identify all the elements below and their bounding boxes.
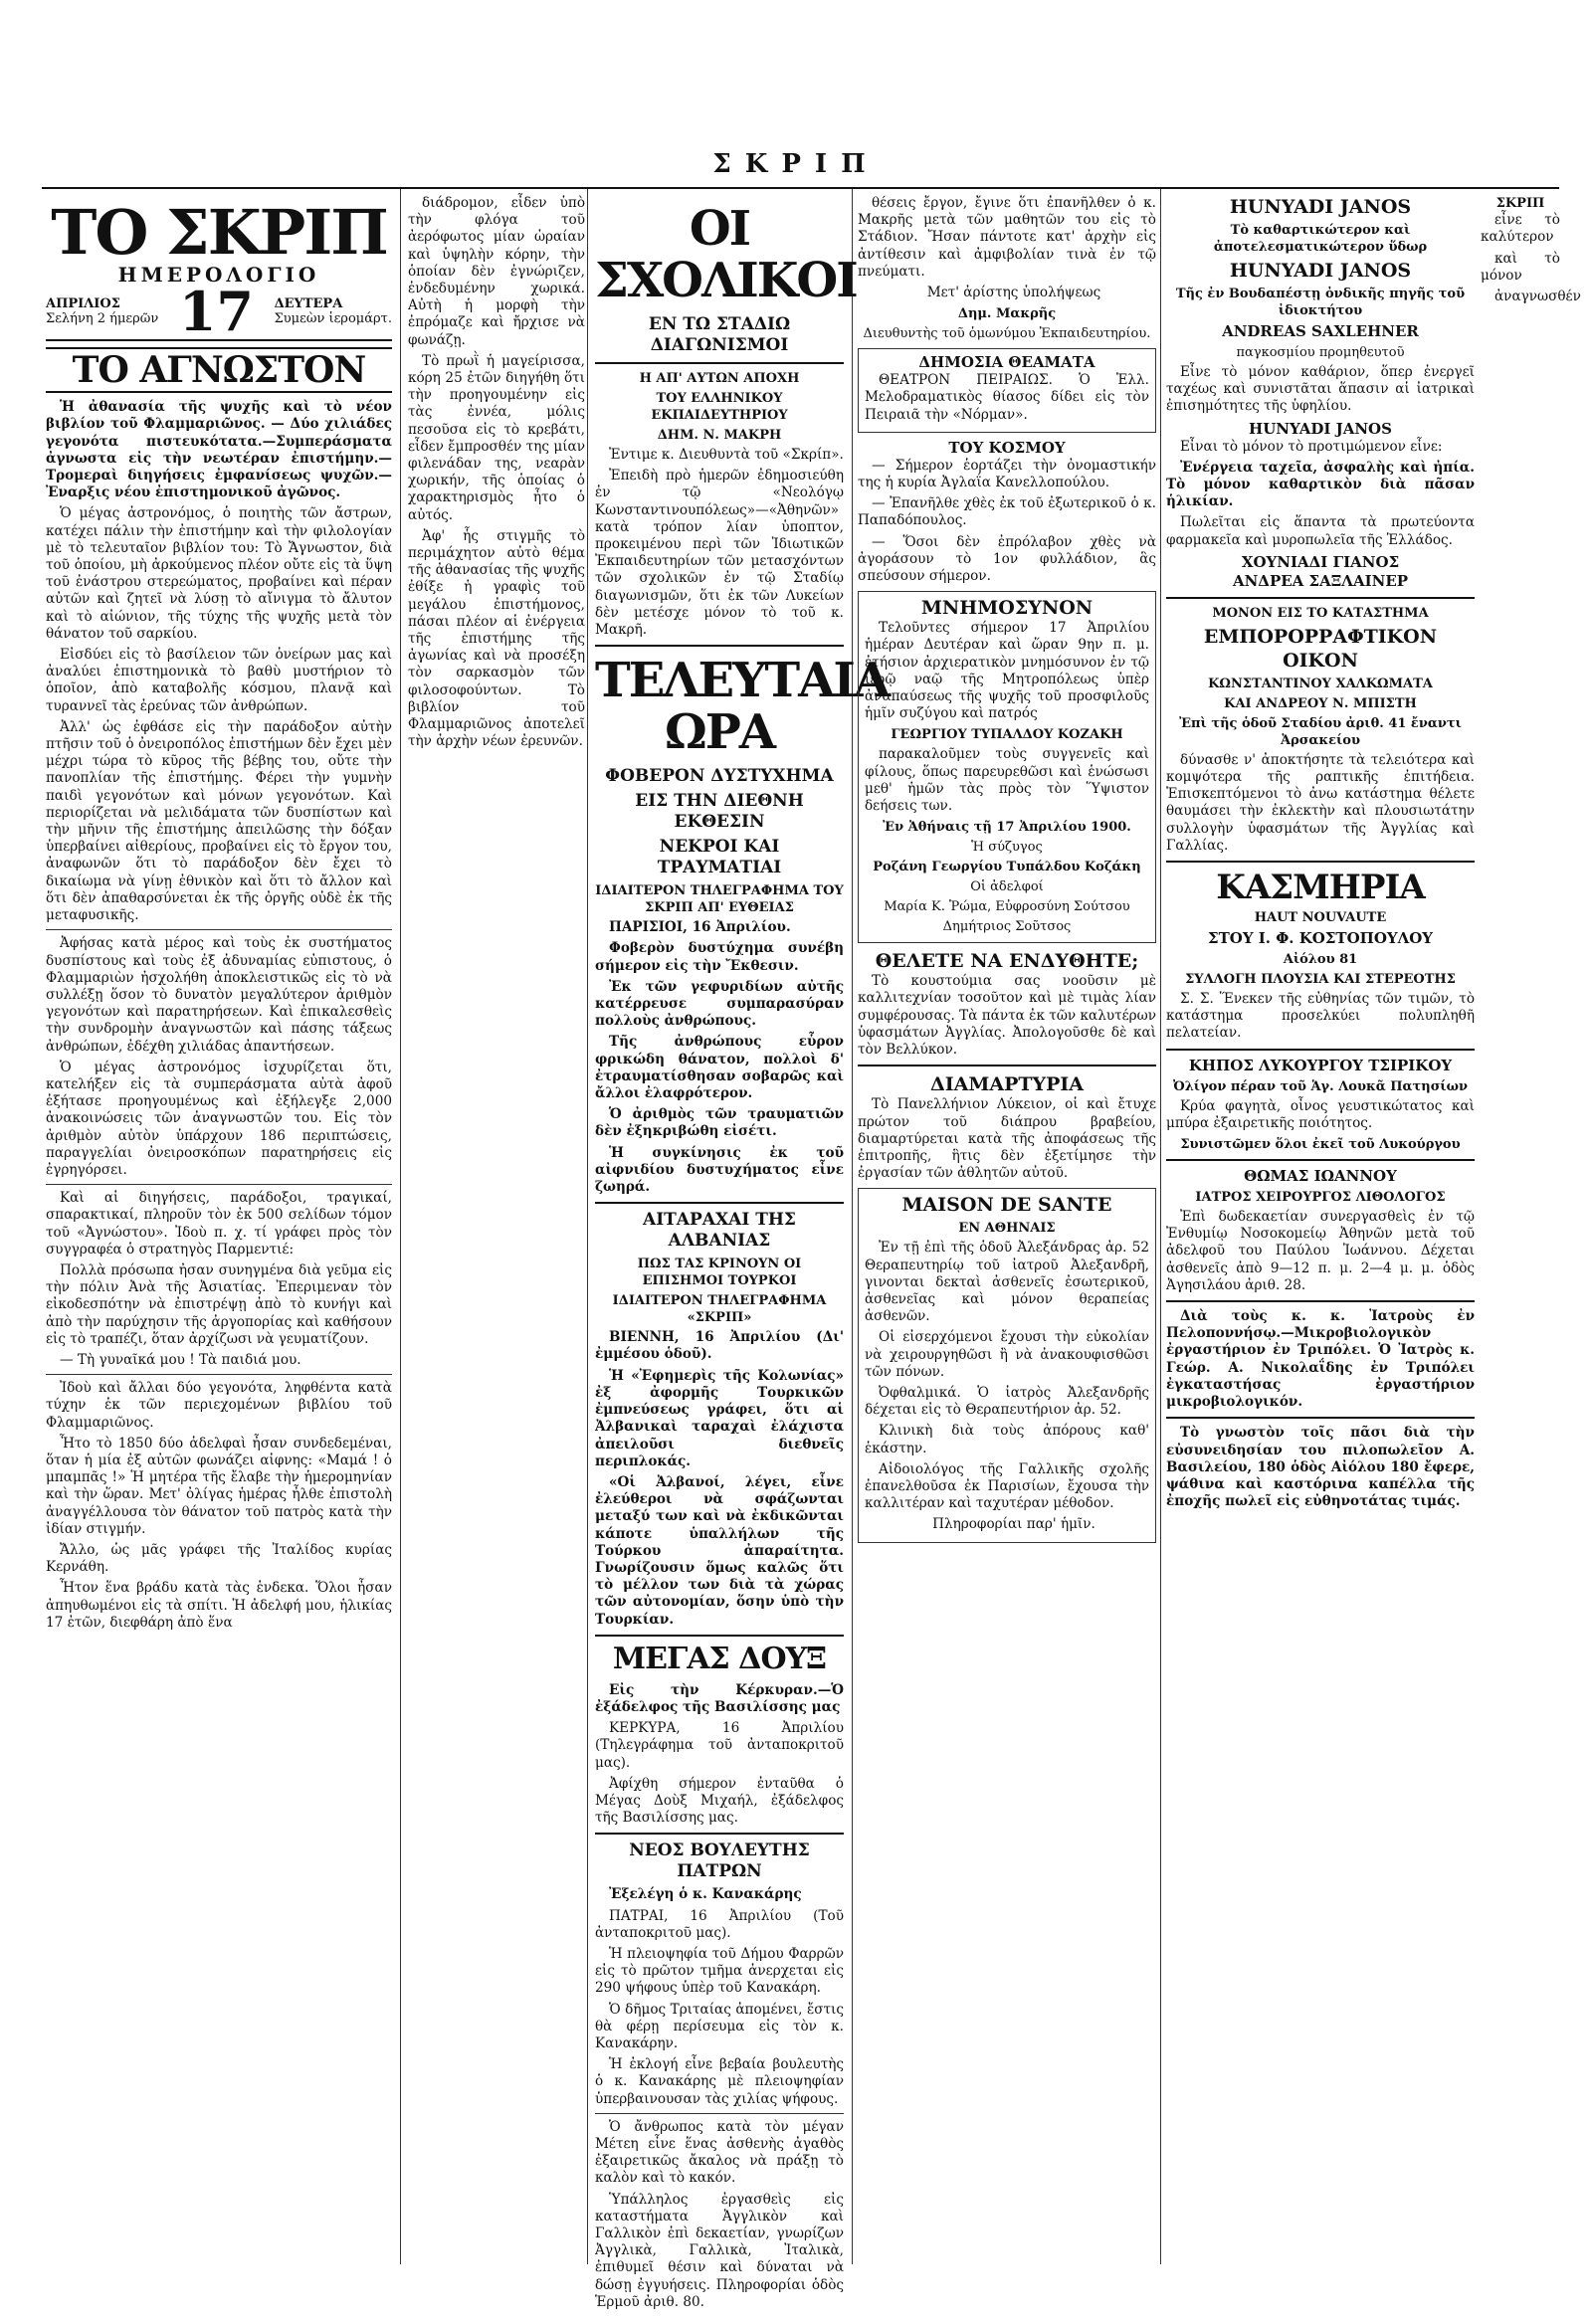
ad-text: Συνιστῶμεν ὅλοι ἐκεῖ τοῦ Λυκούργου bbox=[1180, 1137, 1461, 1153]
column-2 bbox=[408, 195, 585, 2264]
ad-text: Τὸ γνωστὸν τοῖς πᾶσι διὰ τὴν εὐσυνειδησίαν του πιλοπωλεῖον Α. Βασιλείου, 180 ὁδὸς Αἰόλου 180 ἔφερε, ψάθινα καὶ καστόρινα καπέλλα τῆς ἐποχῆς πωλεῖ εἰς εὐθηνοτάτας τιμάς. bbox=[1166, 1425, 1475, 1510]
dateline: ΠΑΡΙΣΙΟΙ, 16 Ἀπριλίου. bbox=[609, 919, 791, 936]
paragraph: Ἦτο τὸ 1850 δύο ἀδελφαὶ ἦσαν συνδεδεμέναι, ὅταν ἡ μία ἐξ αὐτῶν φωνάζει αἰφνης: «Μαμά ! ὁ μπαμπᾶς !» Ἡ μητέρα τῆς ἔλαβε τὴν ἡμερομηνίαν καὶ τὴν ὥραν. Μετ' ὀλίγας ἡμέρας ἦλθε ἐπιστολὴ ἀναγγέλλουσα τὸν θάνατον τοῦ πατρὸς κατὰ τὴν ἰδίαν στιγμήν. bbox=[46, 1435, 392, 1537]
ad-text: Διὰ τοὺς κ. κ. Ἰατροὺς ἐν Πελοποννήσῳ.—Μικροβιολογικὸν ἐργαστήριον ἐν Τριπόλει. Ὁ Ἰατρὸς κ. Γεώρ. Α. Νικολαΐδης ἐν Τριπόλει ἐγκαταστήσας ἐργαστήριον μικροβιολογικόν. bbox=[1166, 1308, 1475, 1411]
ad-text: Σ. Σ. Ἕνεκεν τῆς εὐθηνίας τῶν τιμῶν, τὸ κατάστημα προσελκύει πολυπληθῆ πελατείαν. bbox=[1166, 991, 1475, 1042]
calendar-heading: ΗΜΕΡΟΛΟΓΙΟ bbox=[117, 263, 320, 287]
paragraph: Ἄλλο, ὡς μᾶς γράφει τῆς Ἰταλίδος κυρίας Κερνάθη. bbox=[46, 1542, 392, 1576]
date-box bbox=[46, 280, 392, 344]
ad-text: παγκοσμίου προμηθευτοῦ bbox=[1236, 345, 1405, 360]
paragraph: Πολλὰ πρόσωπα ἠσαν συνηγμένα διὰ γεῦμα εἰς τὴν πόλιν Ἀνὰ τῆς Ἀσιατίας. Ἐπεριμεναν τὸν εἰκοδεσπότην νὰ ἐπιστρέψῃ ἀπὸ τὸ κυνήγι καὶ ἀπὸ τὴν παρύχησιν τῆς ἀργοπορίας καὶ καθήσουν εἰς τὸ τραπέζι, ὅταν ἀρχίζωσι νὰ γευματίζουν. bbox=[46, 1261, 392, 1347]
paragraph: — Τὴ γυναῖκά μου ! Τὰ παιδιά μου. bbox=[60, 1351, 301, 1368]
paragraph: Ἀφήσας κατὰ μέρος καὶ τοὺς ἐκ συστήματος δυσπίστους καὶ τοὺς ἐξ ἀδυναμίας εὐπιστους, ὁ Φλαμμαριὼν ἠσχολήθη ἀποκλειστικῶς εἰς τὸ νὰ συλλέξῃ ὅσον τὸ δυνατὸν μεγαλύτερον ἀριθμὸν γεγονότων καὶ παρατηρήσεων. Καὶ ἐπικαλεσθεὶς τὴν συνδρομὴν ἀναγνωστῶν καὶ πάσης τάξεως ἀνθρώπων, ἐδέχθη χιλιάδας ἀπαντήσεων. bbox=[46, 935, 392, 1055]
deceased-name: ΓΕΩΡΓΙΟΥ ΤΥΠΑΛΔΟΥ ΚΟΖΑΚΗ bbox=[891, 727, 1123, 743]
divider bbox=[46, 1374, 392, 1375]
paragraph: Ἀφ' ἧς στιγμῆς τὸ περιμάχητον αὐτὸ θέμα τῆς ἀθανασίας τῆς ψυχῆς ἐθίξε ἡ γραφὶς τοῦ μεγάλου ἐπιστήμονος, πάσαι πλέον αἱ ἐνέργεια τῆς ἐπιστήμης τῆς ἀγωνίας καὶ νὰ προσέξη τὸν σαρκασμὸν τῶν φιλοσοφούντων. Τὸ βιβλίον τοῦ Φλαμμαριῶνος ἀποτελεῖ τὴν ἀρχὴν νέων ἐρευνῶν. bbox=[408, 527, 585, 750]
subhead: ΠΩΣ ΤΑΣ ΚΡΙΝΟΥΝ ΟΙ ΕΠΙΣΗΜΟΙ ΤΟΥΡΚΟΙ bbox=[637, 1257, 802, 1289]
signatory: Δημήτριος Σοῦτσος bbox=[942, 919, 1072, 935]
paragraph: θέσεις ἔργον, ἔγινε ὅτι ἐπανῆλθεν ὁ κ. Μακρῆς μετὰ τῶν μαθητῶν του εἰς τὸ Στάδιον. Ἤσαν πάντοτε κατ' ἀρχὴν εἰς ἀντίθεσιν καὶ ἀμφιβολίαν τινὰ ἐν τῷ πνεύματι. bbox=[858, 195, 1156, 280]
paragraph: Ἡ πλειοψηφία τοῦ Δήμου Φαρρῶν εἰς τὸ πρῶτον τμῆμα ἀνερχεται εἰς 290 ψήφους ὑπὲρ τοῦ Κανακάρη. bbox=[595, 1945, 844, 1997]
theatres-box bbox=[858, 348, 1156, 433]
maison-box bbox=[858, 1188, 1156, 1542]
signatory: Ροζάνη Γεωργίου Τυπάλδου Κοζάκη bbox=[873, 860, 1141, 875]
headline-schools: ΟΙ ΣΧΟΛΙΚΟΙ bbox=[595, 201, 857, 308]
ad-text: Τῆς ἐν Βουδαπέστῃ ὀνδικῆς πηγῆς τοῦ ἰδιοκτήτου bbox=[1175, 287, 1466, 318]
ad-text: δύνασθε ν' ἀποκτήσητε τὰ τελειότερα καὶ κομψότερα τῆς ραπτικῆς ἐπιτήδεια. Ἐπισκεπτόμενοι τὸ ἀνω κατάστημα θέλετε θαυμάσει τὴν ἐκλεκτὴν καὶ πλουσιωτάτην συλλογὴν ὑφασμάτων τῆς Ἀγγλίας καὶ Γαλλίας. bbox=[1166, 751, 1475, 854]
ad-text: Κρύα φαγητὰ, οἶνος γευστικώτατος καὶ μπύρα ἐξαιρετικῆς ποιότητος. bbox=[1166, 1097, 1475, 1131]
ad-name: ANDREAS SAXLEHNER bbox=[1222, 322, 1419, 340]
article-title: ΤΟ ΑΓΝΩΣΤΟΝ bbox=[46, 347, 392, 393]
paragraph: Ὀφθαλμικά. Ὁ ἰατρὸς Ἀλεξανδρῆς δέχεται εἰς τὸ Θεραπευτήριον ἀρ. 52. bbox=[865, 1384, 1149, 1419]
ad-name: ΧΟΥΝΙΑΔΙ ΓΙΑΝΟΣ bbox=[1241, 552, 1400, 571]
signature-title: Διευθυντὴς τοῦ ὁμωνύμου Ἐκπαιδευτηρίου. bbox=[863, 326, 1151, 342]
ad-title: ΜΟΝΟΝ ΕΙΣ ΤΟ ΚΑΤΑΣΤΗΜΑ bbox=[1212, 605, 1429, 621]
saint-label: Συμεὼν ἱερομάρτ. bbox=[274, 311, 392, 327]
paragraph: Ὁ ἄνθρωπος κατὰ τὸν μέγαν Μέτεη εἶνε ἕνας ἀσθενὴς ἀγαθὸς ἐξαιρετικῶς ἄκαλος νὰ πράξῃ τὸ καλὸν καὶ τὸ κακόν. bbox=[595, 2118, 844, 2187]
section-title: ΘΕΛΕΤΕ ΝΑ ΕΝΔΥΘΗΤΕ; bbox=[875, 950, 1139, 973]
paragraph: Τῆς ἀνθρώπους εὗρον φρικώδη θάνατον, πολλοὶ δ' ἐτραυματίσθησαν σοβαρῶς καὶ ἄλλοι ἐλαφρότερον. bbox=[595, 1034, 844, 1102]
divider bbox=[595, 1833, 844, 1835]
ad-text: Ἐπὶ δωδεκαετίαν συνεργασθεὶς ἐν τῷ Ἐνθυμίῳ Νοσοκομείῳ Ἀθηνῶν μετὰ τοῦ ἀδελφοῦ του Παύλου Ἰωάννου. Δέχεται ἀσθενεῖς ἀπὸ 9—12 π. μ. 2—4 μ. μ. ὁδὸς Ἀγησιλάου ἀριθ. 28. bbox=[1166, 1209, 1475, 1293]
paragraph: Μετ' ἀρίστης ὑπολήψεως bbox=[926, 285, 1101, 301]
divider bbox=[1166, 1417, 1475, 1419]
ad-text: Πωλεῖται εἰς ἅπαντα τὰ πρωτεύοντα φαρμακεῖα καὶ μυροπωλεῖα τῆς Ἑλλάδος. bbox=[1166, 514, 1475, 548]
paragraph: Ἡ συγκίνησις ἐκ τοῦ αἰφνιδίου δυστυχήματος εἶνε ζωηρά. bbox=[595, 1144, 844, 1196]
ad-text: Ἐνέργεια ταχεῖα, ἀσφαλὴς καὶ ἠπία. Τὸ μόνον καθαρτικὸν διὰ πᾶσαν ἡλικίαν. bbox=[1166, 459, 1475, 510]
paragraph: Αἰδοιολόγος τῆς Γαλλικῆς σχολῆς ἐπανελθοῦσα ἐκ Παρισίων, ἔχουσα τὴν καλλιτέραν καὶ ταχυτέραν μέθοδον. bbox=[865, 1460, 1149, 1512]
dateline: ΒΙΕΝΝΗ, 16 Ἀπριλίου (Δι' ἐμμέσου ὁδοῦ). bbox=[595, 1329, 844, 1363]
paragraph: Ἡ ἐκλογή εἶνε βεβαία βουλευτὴς ὁ κ. Κανακάρης μὲ πλειοψηφίαν ὑπερβαινουσαν τὰς χιλίας ψήφους. bbox=[595, 2056, 844, 2107]
paragraph: Ἰδοὺ καὶ ἄλλαι δύο γεγονότα, ληφθέντα κατὰ τύχην ἐκ τῶν περιεχομένων βιβλίου τοῦ Φλαμμαριῶνος. bbox=[46, 1380, 392, 1431]
newspaper-name: ΤΟ ΣΚΡΙΠ bbox=[51, 196, 387, 269]
ad-title: ΚΑΣΜΗΡΙΑ bbox=[1216, 868, 1425, 908]
divider bbox=[595, 1635, 844, 1637]
column-rule bbox=[852, 189, 853, 2264]
paragraph: Τὸ κουστούμια σας νοοῦσιν μὲ καλλιτεχνίαν τοσοῦτον καὶ μὲ τιμὰς λίαν συμφέρουσας. Τὰ πάντα ἐκ τῶν καλυτέρων ὑφασμάτων Ἀγγλίας. Ἀπολογοῦσθε δὲ καὶ τὸν Βελλύκον. bbox=[858, 973, 1156, 1059]
paragraph: Ὑπάλληλος ἐργασθεὶς εἰς καταστήματα Ἀγγλικὸν καὶ Γαλλικὸν ἐπὶ δεκαετίαν, γνωρίζων Ἀγγλικὰ, Γαλλικὰ, Ἰταλικὰ, ἐπιθυμεῖ θέσιν καὶ δύναται νὰ δώσῃ ἐγγυήσεις. Πληροφορίαι ὁδὸς Ἑρμοῦ ἀριθ. 80. bbox=[595, 2191, 844, 2310]
paragraph: Ἐκ τῶν γεφυριδίων αὐτῆς κατέρρευσε συμπαρασύραν πολλοὺς ἀνθρώπους. bbox=[595, 978, 844, 1030]
paragraph: ΘΕΑΤΡΟΝ ΠΕΙΡΑΙΩΣ. Ὁ Ἑλλ. Μελοδραματικὸς θίασος δίδει εἰς τὸν Πειραιᾶ τὴν «Νόρμαν». bbox=[865, 372, 1149, 423]
signatory: Ἡ σύζυγος bbox=[971, 840, 1043, 856]
ad-text: Εἶναι τὸ μόνον τὸ προτιμώμενον εἶνε: bbox=[1180, 438, 1443, 455]
ad-title: ΘΩΜΑΣ ΙΩΑΝΝΟΥ bbox=[1244, 1167, 1397, 1186]
ad-text: HAUT NOUVAUTE bbox=[1254, 910, 1387, 926]
top-rule bbox=[42, 187, 1559, 189]
ad-title: HUNYADI JANOS bbox=[1229, 196, 1412, 218]
paragraph: ἀναγνωσθέν bbox=[1494, 289, 1581, 305]
paragraph: Κλινικὴ διὰ τοὺς ἀπόρους καθ' ἑκάστην. bbox=[865, 1423, 1149, 1456]
paragraph: Ὁ δῆμος Τριταίας ἀπομένει, ἔστις θὰ φέρῃ περίσευμα εἰς τὸν κ. Κανακάρην. bbox=[595, 2001, 844, 2051]
section-title: ΜΝΗΜΟΣΥΝΟΝ bbox=[920, 597, 1094, 620]
subhead: ΙΔΙΑΙΤΕΡΟΝ ΤΗΛΕΓΡΑΦΗΜΑ ΤΟΥ ΣΚΡΙΠ ΑΠ' ΕΥΘΕΙΑΣ bbox=[595, 883, 844, 916]
paragraph: Ἐξελέγη ὁ κ. Κανακάρης bbox=[609, 1886, 802, 1903]
divider bbox=[858, 1065, 1156, 1066]
headline-grand-duke: ΜΕΓΑΣ ΔΟΥΞ bbox=[612, 1641, 827, 1676]
paragraph: Εἰσδύει εἰς τὸ βασίλειον τῶν ὀνείρων μας καὶ ἀναλύει ἐπιστημονικὰ τὸ βαθὺ μυστήριον τὸ ὁποῖον, ἀπὸ καταβολῆς κόσμου, πλανᾷ καὶ τυραννεῖ τὰς ἐρεύνας τῶν ἀνθρώπων. bbox=[46, 647, 392, 714]
ad-address: Ὀλίγον πέραν τοῦ Ἁγ. Λουκᾶ Πατησίων bbox=[1172, 1078, 1468, 1094]
paragraph: Εἰς τὴν Κέρκυραν.—Ὁ ἐξάδελφος τῆς Βασιλίσσης μας bbox=[595, 1681, 844, 1715]
dateline: ΚΕΡΚΥΡΑ, 16 Ἀπριλίου (Τηλεγράφημα τοῦ ἀνταποκριτοῦ μας). bbox=[595, 1720, 844, 1771]
divider bbox=[595, 1202, 844, 1204]
section-title: ΔΗΜΟΣΙΑ ΘΕΑΜΑΤΑ bbox=[918, 353, 1095, 372]
subhead: ΤΟΥ ΕΛΛΗΝΙΚΟΥ ΕΚΠΑΙΔΕΥΤΗΡΙΟΥ bbox=[651, 391, 788, 423]
divider bbox=[46, 1184, 392, 1185]
column-6 bbox=[1481, 195, 1581, 2264]
paragraph: Οἱ εἰσερχόμενοι ἔχουσι τὴν εὐκολίαν νὰ χειρουργηθῶσι ἢ νὰ ἀνακουφισθῶσι τῶν πόνων. bbox=[865, 1329, 1149, 1380]
paragraph: Ἀλλ' ὡς ἐφθάσε εἰς τὴν παράδοξον αὐτὴν πτῆσιν τοῦ ὁ ὀνειροπόλος ἐπιστήμων δὲν ἔχει μὲν μέχρι τώρα τὸ κῦρος τῆς βέβης του, οὔτε τὴν πανοπλίαν τῆς ἐπιστήμης. Φέρει τὴν γυμνὴν παιδὶ γεγονότων καὶ μόνων γεγονότων. Καὶ περιορίζεται νὰ μελιδάματα τῶν δυσπίστων καὶ τὴν μῆνιν τῆς ἐπιστήμης ἀπειλῶσης τὴν δόξαν ὑπερβαίνει αἰθερίους, προβαίνει εἰς τὸ ἔργον του, ἀναφωνῶν ὅτι τὸ παράδοξον δὲν ἔχει τὸ δικαίωμα νὰ γίνῃ ἐθνικὸν καὶ ὅτι τὸ ἄλλον καὶ ὅτι δὲν ἀπαθαρσύνεται ἐκ τῆς ὀργῆς οὐδὲ ἐκ τῆς μεταφυσικῆς. bbox=[46, 718, 392, 924]
ad-address: Ἐπὶ τῆς ὁδοῦ Σταδίου ἀριθ. 41 ἔναντι Ἀρσακείου bbox=[1179, 715, 1462, 748]
divider bbox=[595, 362, 844, 364]
ad-text: Εἶνε τὸ μόνον καθάριον, ὅπερ ἐνεργεῖ ταχέως καὶ συνιστᾶται ἅπασιν αἱ ἰατρικαὶ ἐπισημότητες τῆς ὑφηλίου. bbox=[1166, 364, 1475, 415]
ad-address: Αἰόλου 81 bbox=[1283, 952, 1358, 968]
section-title: ΤΟΥ ΚΟΣΜΟΥ bbox=[948, 438, 1066, 457]
paragraph: Ἀφίχθη σήμερον ἐνταῦθα ὁ Μέγας Δοὺξ Μιχαήλ, ἐξάδελφος τῆς Βασιλίσσης μας. bbox=[595, 1775, 844, 1827]
ad-name: ΣΤΟΥ Ι. Φ. ΚΟΣΤΟΠΟΥΛΟΥ bbox=[1207, 929, 1434, 948]
signature: Δημ. Μακρῆς bbox=[957, 306, 1057, 322]
headline-albania: ΑΙΤΑΡΑΧΑΙ ΤΗΣ ΑΛΒΑΝΙΑΣ bbox=[643, 1210, 796, 1252]
column-rule bbox=[400, 189, 401, 2264]
paragraph: Καὶ αἱ διηγήσεις, παράδοξοι, τραγικαί, σπαρακτικαί, πληροῦν τὸν ἐκ 500 σελίδων τόμον τοῦ «Ἀγνώστου». Ἰδοὺ π. χ. τί γράφει πρὸς τὸν συγγραφέα ὁ στρατηγὸς Παρμεντιέ: bbox=[46, 1190, 392, 1258]
paragraph: Τὸ πρωῒ ἡ μαγείρισσα, κόρη 25 ἐτῶν διηγήθη ὅτι τὴν προηγουμένην εἰς τὰς ἐννέα, μόλις πεσοῦσα εἰς τὸ κρεβάτι, εἶδεν ἔμπροσθέν της μίαν φιλενάδαν της, νεαρὰν χωρικήν, τῆς ὁποίας ὁ χαρακτηρισμὸς ἦτο ὁ αὐτός. bbox=[408, 352, 585, 523]
ad-title: ΚΗΠΟΣ ΛΥΚΟΥΡΓΟΥ ΤΣΙΡΙΚΟΥ bbox=[1188, 1056, 1453, 1074]
month-label: ΑΠΡΙΛΙΟΣ bbox=[46, 296, 120, 312]
divider bbox=[1166, 1159, 1475, 1161]
paragraph: — Ὅσοι δὲν ἐπρόλαβον χθὲς νὰ ἀγοράσουν τὸ 1ον φυλλάδιον, ἃς σπεύσουν σήμερον. bbox=[858, 533, 1156, 585]
column-rule bbox=[1160, 189, 1161, 2264]
ad-title: ΕΜΠΟΡΟΡΡΑΦΤΙΚΟΝ ΟΙΚΟΝ bbox=[1203, 625, 1438, 672]
divider bbox=[595, 645, 844, 647]
paragraph: Τὸ Πανελλήνιον Λύκειον, οἱ καὶ ἔτυχε πρώτον τοῦ διάπρου βραβείου, διαμαρτύρεται κατὰ τῆς ἀποφάσεως τῆς ἐπιτροπῆς, ἣτις δὲν ἐξετίμησε τὴν ἐργασίαν τῶν ἀθλητῶν αὐτοῦ. bbox=[858, 1096, 1156, 1182]
signatory: Οἱ ἀδελφοί bbox=[970, 879, 1044, 895]
column-1 bbox=[46, 195, 392, 2264]
paragraph: καὶ τὸ μόνον bbox=[1481, 250, 1560, 284]
paragraph: — Ἐπανῆλθε χθὲς ἐκ τοῦ ἐξωτερικοῦ ὁ κ. Παπαδόπουλος. bbox=[858, 495, 1156, 529]
paragraph: εἶνε τὸ καλύτερον bbox=[1481, 212, 1560, 246]
paragraph: Τελοῦντες σήμερον 17 Ἀπριλίου ἡμέραν Δευτέραν καὶ ὥραν 9ην π. μ. ἐτήσιον ἀρχιερατικὸν μνημόσυνον ἐν τῷ ἱερῷ ναῷ τῆς Μητροπόλεως ὑπὲρ ἀναπαύσεως τῆς ψυχῆς τοῦ προσφιλοῦς ἡμῖν συζύγου καὶ πατρός bbox=[865, 620, 1149, 722]
moon-label: Σελήνη 2 ήμερῶν bbox=[46, 311, 159, 327]
divider bbox=[1166, 597, 1475, 599]
paragraph: Ὁ ἀριθμὸς τῶν τραυματιῶν δὲν ἐξηκριβώθη εἰσέτι. bbox=[595, 1106, 844, 1140]
ad-name: ΚΑΙ ΑΝΔΡΕΟΥ Ν. ΜΠΙΣΤΗ bbox=[1224, 695, 1417, 711]
paragraph: «Οἱ Ἀλβανοί, λέγει, εἶνε ἐλεύθεροι νὰ σφάζωνται μεταξύ των καὶ νὰ ἐκδικῶνται κάποτε ὑπαλλήλων τῆς Τούρκου ἀπαραίτητα. Γνωρίζουσιν ὅμως καλῶς ὅτι τὸ μέλλον των διὰ τὰ χώρας τῶν αὐτονομίαν, ὅσην ὑπὸ τὴν Τουρκίαν. bbox=[595, 1473, 844, 1628]
ad-title: HUNYADI JANOS bbox=[1229, 260, 1412, 282]
divider bbox=[1166, 861, 1475, 863]
subhead: ΕΝ ΑΘΗΝΑΙΣ bbox=[958, 1221, 1056, 1237]
article-lede: Ἡ ἀθανασία τῆς ψυχῆς καὶ τὸ νέον βιβλίον τοῦ Φλαμμαριῶνος. — Δύο χιλιάδες γεγονότα πιστευκότατα.—Συμπεράσματα ἀγνωστα εἰς τὴν νεωτέραν ἐπιστήμην.—Τρομεραὶ διηγήσεις ἐμφανίσεως ψυχῶν.—Ἐναρξις νέου ἐπιστημονικοῦ ἀγῶνος. bbox=[46, 399, 392, 501]
ad-text: Τὸ καθαρτικώτερον καὶ ἀποτελεσματικώτερον ὕδωρ bbox=[1213, 223, 1428, 255]
paragraph: Ἐντιμε κ. Διευθυντὰ τοῦ «Σκρίπ». bbox=[609, 447, 844, 463]
memorial-date: Ἐν Ἀθήναις τῇ 17 Ἀπριλίου 1900. bbox=[883, 820, 1131, 836]
edge-title: ΣΚΡΙΠ bbox=[1495, 196, 1545, 211]
subhead: ΝΕΚΡΟΙ ΚΑΙ ΤΡΑΥΜΑΤΙΑΙ bbox=[657, 837, 782, 878]
column-rule bbox=[587, 189, 588, 2264]
subhead: Η ΑΠ' ΑΥΤΩΝ ΑΠΟΧΗ bbox=[639, 371, 800, 386]
subhead: ΦΟΒΕΡΟΝ ΔΥΣΤΥΧΗΜΑ bbox=[605, 766, 834, 787]
column-4 bbox=[858, 195, 1156, 2264]
paragraph: Ἦτον ἕνα βράδυ κατὰ τὰς ἑνδεκα. Ὅλοι ἦσαν ἀπηυθωμένοι εἰς τὰ σπίτι. Ἡ ἀδελφή μου, ἡλικίας 17 ἐτῶν, διεφθάρη ἀπὸ ἕνα bbox=[46, 1580, 392, 1631]
column-3 bbox=[595, 195, 890, 2310]
paragraph: παρακαλοῦμεν τοὺς συγγενεῖς καὶ φίλους, ὅπως παρευρεθῶσι καὶ ἑνώσωσι μεθ' ἡμῶν τὰς πρὸς τὸν Ὕψιστον δεήσεις των. bbox=[865, 746, 1149, 815]
day-number: 17 bbox=[178, 280, 255, 344]
paragraph: Πληροφορίαι παρ' ἡμῖν. bbox=[932, 1516, 1095, 1533]
headline-last-hour: ΤΕΛΕΥΤΑΙΑ ΩΡΑ bbox=[595, 653, 890, 761]
masthead: ΣΚΡΙΠ bbox=[712, 149, 880, 179]
paragraph: Ἡ «Ἐφημερὶς τῆς Κολωνίας» ἐξ ἀφορμῆς Τουρκικῶν ἐμπνεύσεως γράφει, ὅτι αἱ Ἀλβανικαὶ ταραχαὶ ἐλάχιστα ἀπειλοῦσι διεθνεῖς περιπλοκάς. bbox=[595, 1367, 844, 1469]
subhead: ΙΔΙΑΙΤΕΡΟΝ ΤΗΛΕΓΡΑΦΗΜΑ «ΣΚΡΙΠ» bbox=[612, 1293, 827, 1326]
ad-name: ΚΩΝΣΤΑΝΤΙΝΟΥ ΧΑΛΚΩΜΑΤΑ bbox=[1208, 676, 1433, 691]
paragraph: διάδρομον, εἶδεν ὑπὸ τὴν φλόγα τοῦ ἀερόφωτος μίαν ὡραίαν καὶ ὑψηλὴν κόρην, τὴν ὁποίαν δὲν ἐγνώριζεν, ἐνδεδυμένην χωρικά. Αὐτὴ ἡ μορφὴ τὴν ἐπρόμαζε καὶ ἤρχισε νὰ φωνάζῃ. bbox=[408, 195, 585, 348]
paragraph: Ἐν τῇ ἐπὶ τῆς ὁδοῦ Ἀλεξάνδρας ἀρ. 52 Θεραπευτηρίῳ τοῦ ἰατροῦ Ἀλεξανδρῆ, γινονται δεκταὶ ἀσθενεῖς ἐσωτερικοῦ, ἀσθενεῖας καὶ μόνον θεραπείας ἀσθενῶν. bbox=[865, 1240, 1149, 1325]
divider bbox=[1166, 1300, 1475, 1302]
subhead: ΕΝ ΤΩ ΣΤΑΔΙΩ ΔΙΑΓΩΝΙΣΜΟΙ bbox=[648, 314, 791, 355]
subhead: ΔΗΜ. Ν. ΜΑΚΡΗ bbox=[657, 428, 782, 443]
divider bbox=[46, 929, 392, 930]
signatory: Μαρία Κ. Ῥώμα, Εὐφροσύνη Σούτσου bbox=[884, 899, 1130, 915]
paragraph: — Σήμερον ἑορτάζει τὴν ὀνομαστικήν της ἡ κυρία Ἀγλαΐα Κανελλοπούλου. bbox=[858, 457, 1156, 491]
column-5 bbox=[1166, 195, 1475, 2264]
paragraph: Ὁ μέγας ἀστρονόμος ἰσχυρίζεται ὅτι, κατελήξεν εἰς τὰ συμπεράσματα αὐτὰ ἀφοῦ ἐξήτασε προηγουμένως καὶ ἐξήλεγξε 2,000 ἀνακοινώσεις τῶν ἀναγνωστῶν του. Εἰς τὸν ἀριθμὸν αὐτὸν ὑπάρχουν 186 περιπτώσεις, παραγγελίαι ὀνειροσκόπων παρατηρήσεις εἰς ἐγρηγόρσει. bbox=[46, 1059, 392, 1178]
subhead: ΕΙΣ ΤΗΝ ΔΙΕΘΝΗ ΕΚΘΕΣΙΝ bbox=[635, 791, 804, 833]
memorial-box bbox=[858, 591, 1156, 943]
paragraph: Ὁ μέγας ἀστρονόμος, ὁ ποιητὴς τῶν ἄστρων, κατέχει πάλιν τὴν ἐπιστήμην καὶ τὴν φιλολογίαν μὲ τὸ τελευταῖον βιβλίον του: Τὸ Ἄγνωστον, διὰ τοῦ ὁποίου, μὴ ἀρκούμενος πλέον οὔτε εἰς τὰ ὕψη τοῦ ἐνάστρου στερεώματος, προβαίνει καὶ πέραν αὐτῶν καὶ ζητεῖ νὰ λύσῃ τὸ αἴνιγμα τὸ ἄλυτον καὶ τὸ αἰώνιον, τῆς τύχης τῆς ψυχῆς μετὰ τὸν θάνατον τοῦ σαρκίου. bbox=[46, 505, 392, 642]
paragraph: Φοβερὸν δυστύχημα συνέβη σήμερον εἰς τὴν Ἔκθεσιν. bbox=[595, 940, 844, 974]
headline-new-mp: ΝΕΟΣ ΒΟΥΛΕΥΤΗΣ ΠΑΤΡΩΝ bbox=[629, 1840, 810, 1882]
dateline: ΠΑΤΡΑΙ, 16 Ἀπριλίου (Τοῦ ἀνταποκριτοῦ μας). bbox=[595, 1907, 844, 1941]
divider bbox=[1166, 1049, 1475, 1051]
divider bbox=[595, 2113, 844, 2114]
section-title: MAISON DE SANTE bbox=[901, 1194, 1112, 1217]
ad-name: ΑΝΔΡΕΑ ΣΑΞΛΑΙΝΕΡ bbox=[1232, 571, 1409, 590]
weekday-label: ΔΕΥΤΕΡΑ bbox=[274, 296, 343, 312]
paragraph: Ἐπειδὴ πρὸ ἡμερῶν ἐδημοσιεύθη ἐν τῷ «Νεολόγῳ Κωνσταντινουπόλεως»—«Ἀθηνῶν» κατὰ τρόπον λίαν ὑποπτον, προκειμένου περὶ τῶν Ἰδιωτικῶν Ἐκπαιδευτηρίων τῶν μετασχόντων τῶν σχολικῶν ἐν τῷ Σταδίῳ διαγωνισμῶν, ὅτι ἐκ τῶν Λυκείων δὲν μετέσχε μόνον τὸ τοῦ κ. Μακρῆ. bbox=[595, 468, 844, 639]
ad-title: HUNYADI JANOS bbox=[1249, 419, 1392, 438]
ad-text: ΙΑΤΡΟΣ ΧΕΙΡΟΥΡΓΟΣ ΛΙΘΟΛΟΓΟΣ bbox=[1195, 1190, 1446, 1206]
ad-text: ΣΥΛΛΟΓΗ ΠΛΟΥΣΙΑ ΚΑΙ ΣΤΕΡΕΟΤΗΣ bbox=[1185, 972, 1456, 988]
section-title: ΔΙΑΜΑΡΤΥΡΙΑ bbox=[929, 1073, 1085, 1096]
